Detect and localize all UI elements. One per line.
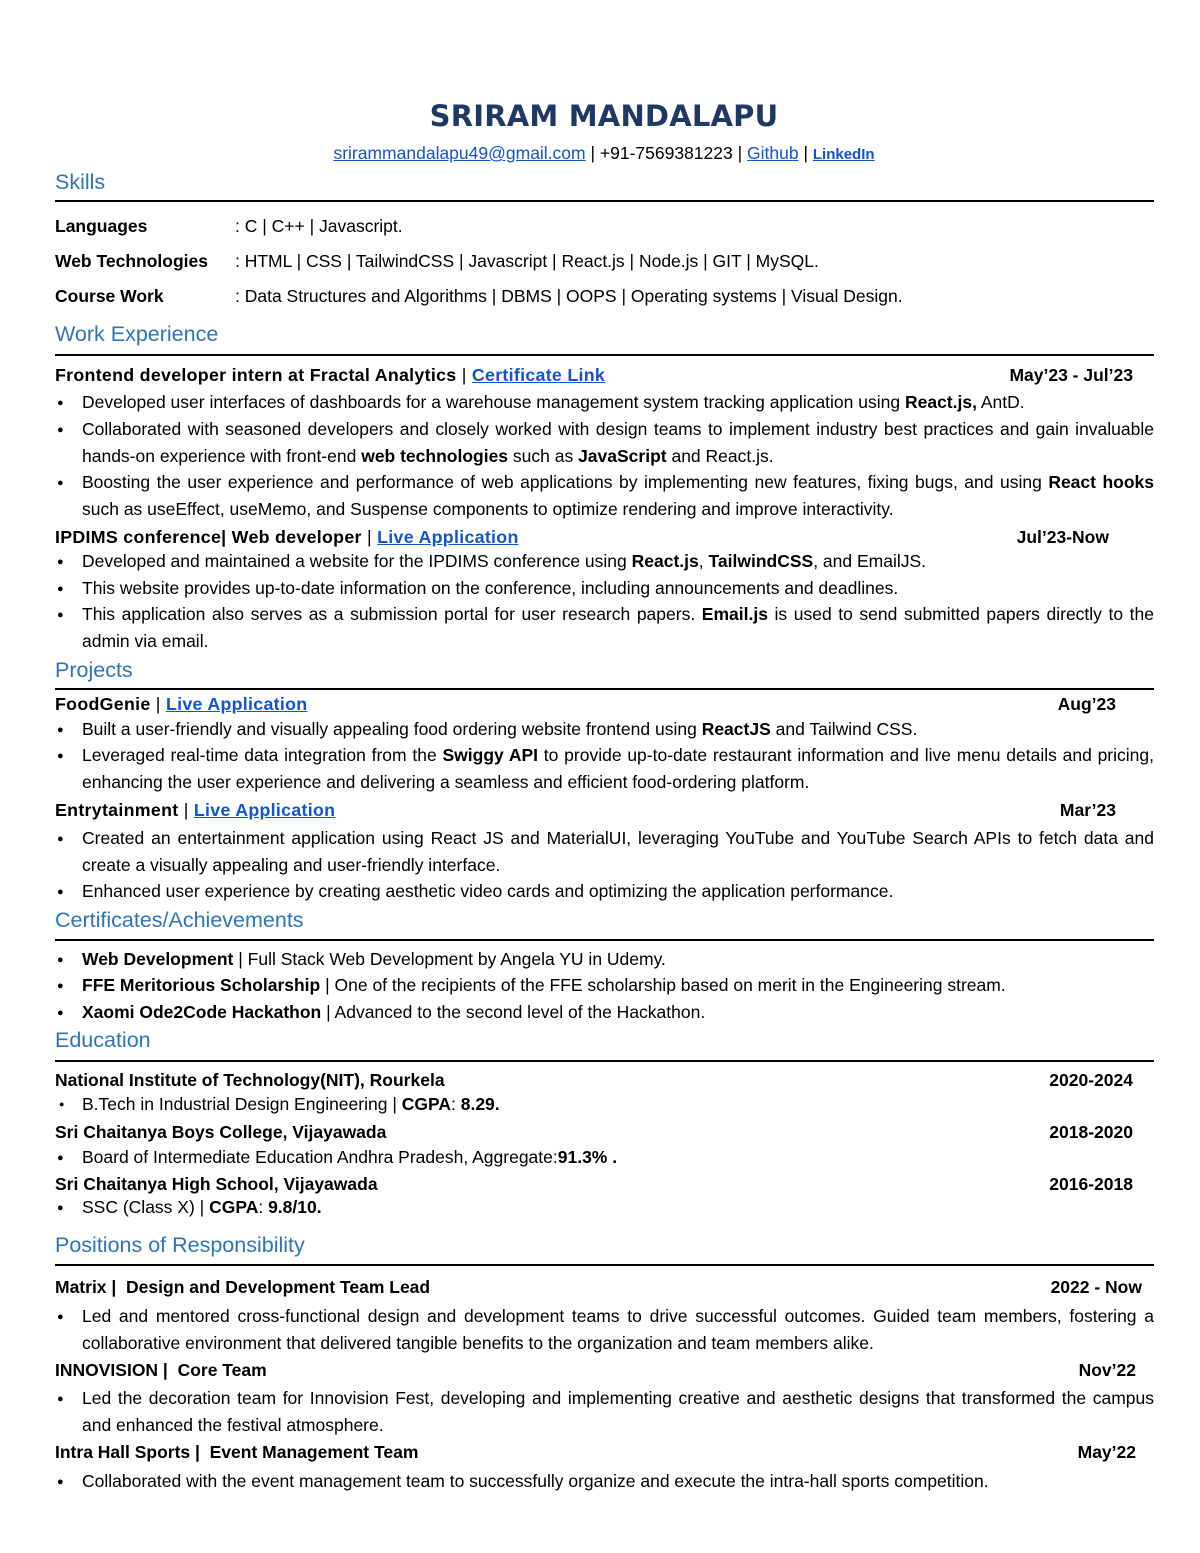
separator: | <box>798 143 813 163</box>
bullet-icon: ● <box>57 954 64 966</box>
project-date: Mar’23 <box>1059 800 1116 820</box>
job-date: Jul’23-Now <box>1016 527 1109 547</box>
list-item: Board of Intermediate Education Andhra Pradesh, Aggregate:91.3% . <box>82 1147 618 1167</box>
live-application-link[interactable]: Live Application <box>193 800 336 820</box>
section-title-education: Education <box>55 1028 151 1052</box>
section-divider <box>55 939 1154 941</box>
job-title-text: Frontend developer intern at Fractal Analytics <box>55 365 457 385</box>
certificate-link[interactable]: Certificate Link <box>471 365 606 385</box>
project-title-text: FoodGenie <box>55 694 151 714</box>
position-org: INNOVISION | <box>55 1360 168 1380</box>
linkedin-link[interactable]: LinkedIn <box>812 146 875 163</box>
list-item: Created an entertainment application using React JS and MaterialUI, leveraging YouTube and YouTube Search APIs to fetch data and create a visually appealing and user-friendly interface. <box>82 828 1154 875</box>
position-date: 2022 - Now <box>1050 1277 1142 1297</box>
list-item: B.Tech in Industrial Design Engineering | CGPA: 8.29. <box>82 1094 500 1114</box>
list-item: FFE Meritorious Scholarship | One of the recipients of the FFE scholarship based on merit in the Engineering stream. <box>82 975 1006 995</box>
bullet-icon: ● <box>57 1202 64 1214</box>
skill-value: : HTML | CSS | TailwindCSS | Javascript | React.js | Node.js | GIT | MySQL. <box>235 251 819 271</box>
separator: | <box>178 800 194 820</box>
list-item: Collaborated with seasoned developers and closely worked with design teams to implement industry best practices and gain invaluable hands-on experience with front-end web technologies such as JavaScript and React.js. <box>82 419 1154 466</box>
skill-value: : C | C++ | Javascript. <box>235 216 403 236</box>
list-item: Developed and maintained a website for the IPDIMS conference using React.js, TailwindCSS, and EmailJS. <box>82 551 927 571</box>
bullet-icon: ● <box>57 750 64 762</box>
school-date: 2018-2020 <box>1049 1122 1133 1142</box>
project-title <box>55 800 335 821</box>
bullet-icon: ● <box>57 609 64 621</box>
school-date: 2020-2024 <box>1049 1070 1133 1090</box>
live-application-link[interactable]: Live Application <box>377 527 519 547</box>
project-title <box>55 694 307 715</box>
candidate-name: SRIRAM MANDALAPU <box>429 99 779 133</box>
position-org: Intra Hall Sports | <box>55 1442 200 1462</box>
skill-label: Languages <box>55 216 148 236</box>
bullet-icon: ● <box>57 1393 64 1405</box>
list-item: Built a user-friendly and visually appealing food ordering website frontend using ReactJS and Tailwind CSS. <box>82 719 918 739</box>
position-role: Core Team <box>177 1360 267 1380</box>
list-item: Led the decoration team for Innovision Fest, developing and implementing creative and aesthetic designs that transformed the campus and enhanced the festival atmosphere. <box>82 1388 1154 1435</box>
job-date: May’23 - Jul’23 <box>1009 365 1133 385</box>
separator: | <box>361 527 378 547</box>
bullet-icon: ● <box>57 1311 64 1323</box>
bullet-icon: ● <box>57 980 64 992</box>
list-item: Developed user interfaces of dashboards for a warehouse management system tracking application using React.js, AntD. <box>82 392 1025 412</box>
list-item: Web Development | Full Stack Web Development by Angela YU in Udemy. <box>82 949 666 969</box>
bullet-icon: ● <box>59 1099 65 1109</box>
job-title-text: IPDIMS conference| Web developer <box>55 527 362 547</box>
bullet-icon: ● <box>57 583 64 595</box>
bullet-icon: ● <box>57 424 64 436</box>
position-date: May’22 <box>1077 1442 1136 1462</box>
skill-value: : Data Structures and Algorithms | DBMS | OOPS | Operating systems | Visual Design. <box>235 286 903 306</box>
position-title <box>55 1277 430 1298</box>
section-title-certificates: Certificates/Achievements <box>55 908 304 932</box>
section-divider <box>55 1060 1154 1062</box>
school-name: National Institute of Technology(NIT), Rourkela <box>55 1070 445 1090</box>
email-link[interactable]: srirammandalapu49@gmail.com <box>333 143 586 163</box>
bullet-icon: ● <box>57 724 64 736</box>
list-item: Boosting the user experience and performance of web applications by implementing new features, fixing bugs, and using React hooks such as useEffect, useMemo, and Suspense components to optimize rendering and improve interactivity. <box>82 472 1154 519</box>
position-role: Event Management Team <box>209 1442 419 1462</box>
section-divider <box>55 354 1154 356</box>
bullet-icon: ● <box>57 477 64 489</box>
school-name: Sri Chaitanya Boys College, Vijayawada <box>55 1122 387 1142</box>
bullet-icon: ● <box>57 1152 64 1164</box>
section-title-work: Work Experience <box>55 322 219 346</box>
position-title <box>55 1442 418 1463</box>
position-org: Matrix | <box>55 1277 117 1297</box>
bullet-icon: ● <box>57 1476 64 1488</box>
section-divider <box>55 1264 1154 1266</box>
section-title-skills: Skills <box>55 170 106 194</box>
position-title <box>55 1360 267 1381</box>
project-title-text: Entrytainment <box>55 800 179 820</box>
job-title <box>55 365 605 386</box>
section-divider <box>55 688 1154 690</box>
position-date: Nov’22 <box>1078 1360 1136 1380</box>
list-item: Leveraged real-time data integration from the Swiggy API to provide up-to-date restaurant information and live menu details and pricing, enhancing the user experience and delivering a seamless and efficient food-ordering platform. <box>82 745 1154 792</box>
bullet-icon: ● <box>57 886 64 898</box>
list-item: Collaborated with the event management team to successfully organize and execute the intra-hall sports competition. <box>82 1471 989 1491</box>
school-name: Sri Chaitanya High School, Vijayawada <box>55 1174 378 1194</box>
project-date: Aug’23 <box>1057 694 1116 714</box>
list-item: Led and mentored cross-functional design and development teams to drive successful outcomes. Guided team members, fostering a collaborative environment that delivered tangible benefits to the organization and team members alike. <box>82 1306 1154 1353</box>
skill-label: Course Work <box>55 286 164 306</box>
list-item: This website provides up-to-date information on the conference, including announcements and deadlines. <box>82 578 899 598</box>
job-title <box>55 527 519 548</box>
separator: | <box>456 365 472 385</box>
github-link[interactable]: Github <box>747 143 799 163</box>
bullet-icon: ● <box>57 1007 64 1019</box>
list-item: SSC (Class X) | CGPA: 9.8/10. <box>82 1197 322 1217</box>
list-item: Enhanced user experience by creating aesthetic video cards and optimizing the application performance. <box>82 881 894 901</box>
bullet-icon: ● <box>57 833 64 845</box>
section-title-projects: Projects <box>55 658 133 682</box>
bullet-icon: ● <box>57 556 64 568</box>
school-date: 2016-2018 <box>1049 1174 1133 1194</box>
phone-text: | +91-7569381223 | <box>585 143 748 163</box>
list-item: Xaomi Ode2Code Hackathon | Advanced to the second level of the Hackathon. <box>82 1002 706 1022</box>
section-title-positions: Positions of Responsibility <box>55 1233 305 1257</box>
bullet-icon: ● <box>57 397 64 409</box>
live-application-link[interactable]: Live Application <box>165 694 308 714</box>
position-role: Design and Development Team Lead <box>126 1277 431 1297</box>
contact-line <box>0 143 1200 164</box>
section-divider <box>55 200 1154 202</box>
skill-label: Web Technologies <box>55 251 208 271</box>
list-item: This application also serves as a submission portal for user research papers. Email.js is used to send submitted papers directly to the admin via email. <box>82 604 1155 651</box>
separator: | <box>150 694 166 714</box>
